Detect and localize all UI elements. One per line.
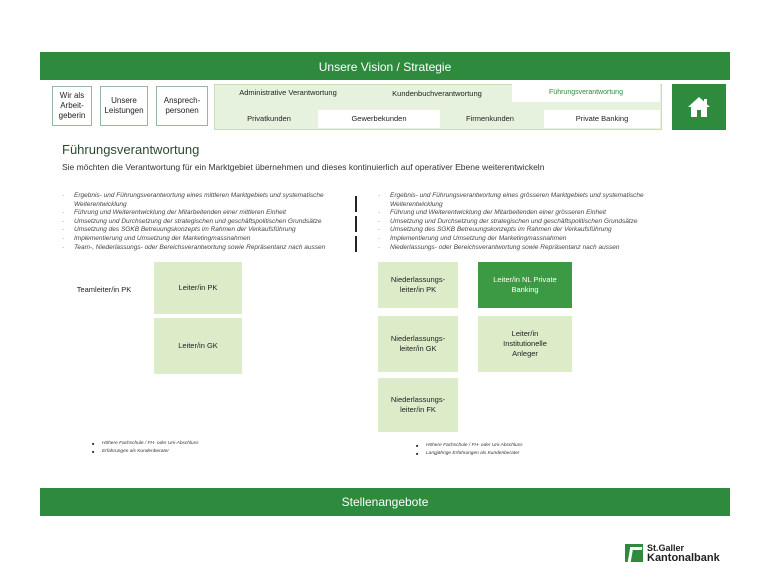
divider (355, 196, 357, 212)
logo-text (647, 543, 720, 563)
list-item: · Implementierung und Umsetzung der Marketingmassnahmen (62, 235, 338, 244)
list-item: · Führung und Weiterentwicklung der Mitarbeitenden einer mittleren Einheit (62, 209, 338, 218)
stellenangebote-button[interactable] (40, 488, 730, 516)
header-title: Unsere Vision / Strategie (318, 60, 452, 74)
nav-gewerbekunden[interactable] (318, 110, 440, 128)
nav-ansprechpersonen[interactable] (156, 86, 208, 126)
role-label: Leiter/in GK (178, 341, 218, 350)
list-item: ■ Höhere Fachschule / FH- oder Uni-Abschluss (92, 440, 292, 448)
list-item: · Umsetzung und Durchsetzung der strategischen und geschäftspolitischen Grundsätze (62, 218, 338, 227)
list-item: ■ Erfahrungen als Kundenberater (92, 448, 292, 456)
logo-line2: Kantonalbank (647, 552, 720, 564)
role-label: Niederlassungs-leiter/in GK (390, 334, 446, 353)
nav-private-banking[interactable] (544, 110, 660, 128)
list-item: · Umsetzung des SGKB Betreuungskonzepts im Rahmen der Verkaufsführung (378, 226, 696, 235)
nav-kunden-label: Kundenbuchverantwortung (392, 89, 482, 98)
nav-kundenbuchverantwortung[interactable] (372, 86, 502, 102)
role-label: Teamleiter/in PK (76, 285, 132, 294)
left-bullet-list (62, 192, 338, 252)
list-item: · Implementierung und Umsetzung der Marketingmassnahmen (378, 235, 696, 244)
nav-unsere-leistungen[interactable] (100, 86, 148, 126)
footer-label: Stellenangebote (341, 495, 429, 509)
role-leiter-pk[interactable] (154, 262, 242, 314)
role-niederlassungsleiter-fk[interactable] (378, 378, 458, 432)
nav-firmenkunden-label: Firmenkunden (466, 114, 514, 123)
bank-logo (625, 543, 720, 563)
role-label: Leiter/in Institutionelle Anleger (503, 329, 547, 358)
role-leiter-gk[interactable] (154, 318, 242, 374)
role-leiter-nl-private-banking[interactable] (478, 262, 572, 308)
logo-mark-icon (625, 544, 643, 562)
nav-private-banking-label: Private Banking (575, 114, 629, 123)
nav-firmenkunden[interactable] (448, 112, 532, 126)
nav-fuehrungsverantwortung[interactable] (512, 84, 660, 102)
nav-admin-label: Administrative Verantwortung (239, 88, 337, 97)
page-subtitle: Sie möchten die Verantwortung für ein Marktgebiet übernehmen und dieses kontinuierlich auf operativer Ebene weiterentwickeln (62, 162, 545, 172)
home-icon (687, 96, 711, 118)
list-item: · Niederlassungs- oder Bereichsverantwortung sowie Repräsentanz nach aussen (378, 244, 696, 253)
list-item: · Ergebnis- und Führungsverantwortung eines grösseren Marktgebiets und systematische Weiterentwicklung (378, 192, 696, 209)
role-label: Leiter/in NL Private Banking (493, 275, 557, 294)
nav-wir-als-label: Wir als Arbeit-geberin (58, 91, 86, 120)
list-item: · Ergebnis- und Führungsverantwortung eines mittleren Marktgebiets und systematische Weiterentwicklung (62, 192, 338, 209)
nav-administrative-verantwortung[interactable] (218, 86, 358, 100)
right-bullet-list (378, 192, 696, 252)
home-button[interactable] (672, 84, 726, 130)
left-requirements (92, 440, 292, 456)
role-niederlassungsleiter-gk[interactable] (378, 316, 458, 372)
content-area (40, 132, 730, 488)
nav-privatkunden-label: Privatkunden (247, 114, 291, 123)
list-item: · Team-, Niederlassungs- oder Bereichsverantwortung sowie Repräsentanz nach aussen (62, 244, 338, 253)
logo-line1: St.Galler (647, 543, 685, 553)
nav-leistungen-label: Unsere Leistungen (104, 96, 144, 115)
role-niederlassungsleiter-pk[interactable] (378, 262, 458, 308)
nav-wir-als-arbeitgeberin[interactable] (52, 86, 92, 126)
page-title: Führungsverantwortung (62, 142, 200, 157)
divider (355, 216, 357, 232)
role-label: Niederlassungs-leiter/in FK (390, 395, 446, 414)
list-item: ■ Höhere Fachschule / FH- oder Uni-Abschluss (416, 442, 636, 450)
list-item: · Umsetzung und Durchsetzung der strategischen und geschäftspolitischen Grundsätze (378, 218, 696, 227)
nav-ansprech-label: Ansprech-personen (163, 96, 201, 115)
role-label: Leiter/in PK (178, 283, 218, 292)
nav-fuehrung-label: Führungsverantwortung (549, 89, 623, 96)
right-requirements (416, 442, 636, 458)
role-leiter-institutionelle-anleger[interactable] (478, 316, 572, 372)
page-header (40, 52, 730, 80)
role-label: Niederlassungs-leiter/in PK (390, 275, 446, 294)
nav-privatkunden[interactable] (224, 112, 314, 126)
nav-gewerbekunden-label: Gewerbekunden (351, 114, 407, 123)
list-item: · Umsetzung des SGKB Betreuungskonzepts im Rahmen der Verkaufsführung (62, 226, 338, 235)
divider (355, 236, 357, 252)
list-item: · Führung und Weiterentwicklung der Mitarbeitenden einer grösseren Einheit (378, 209, 696, 218)
role-teamleiter-pk[interactable] (62, 276, 146, 304)
list-item: ■ Langjährige Erfahrungen als Kundenberater (416, 450, 636, 458)
